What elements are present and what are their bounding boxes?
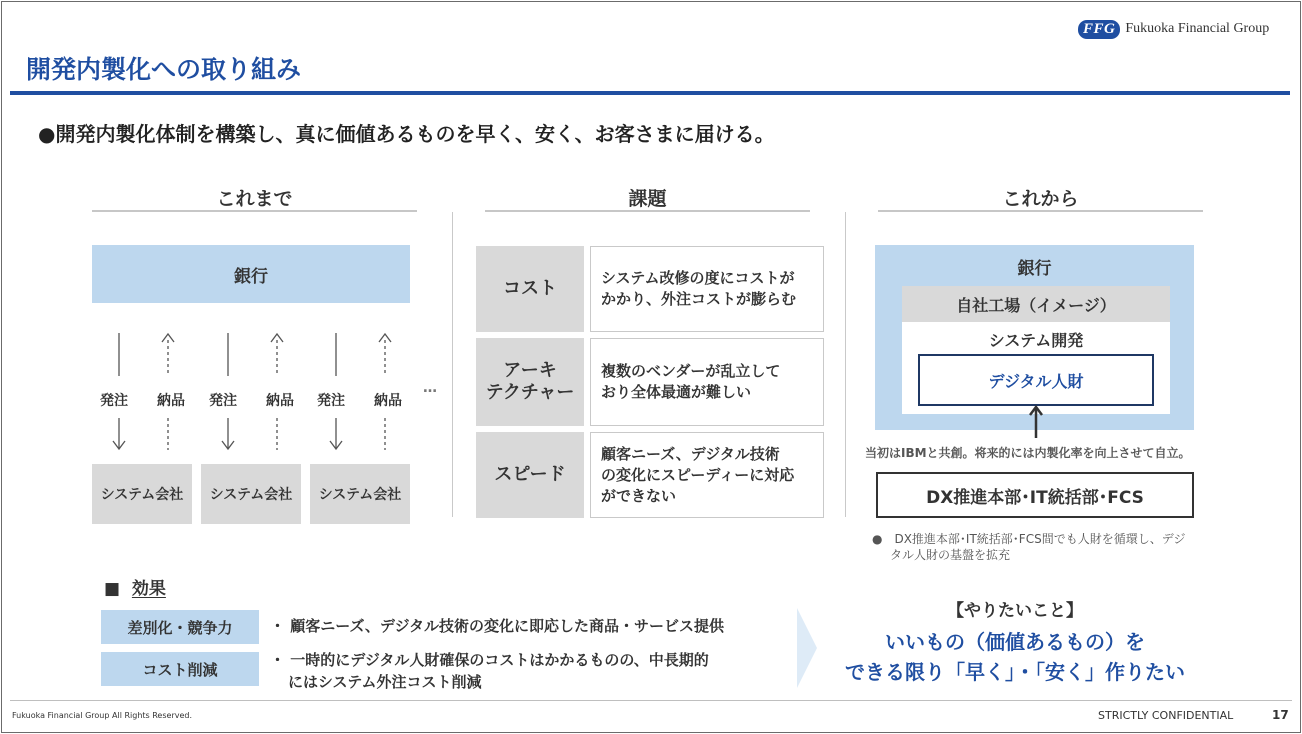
square-bullet-icon: ■ bbox=[104, 579, 121, 599]
effect-text-cost: ・ 一時的にデジタル人財確保のコストはかかるものの、中長期的 にはシステム外注コスト削減 bbox=[270, 651, 709, 691]
delivery-label: 納品 bbox=[266, 393, 294, 409]
effect-text-differentiation: ・ 顧客ニーズ、デジタル技術の変化に即応した商品・サービス提供 bbox=[270, 617, 725, 635]
goal-line-1: いいもの（価値あるもの）を bbox=[885, 630, 1145, 654]
past-heading-rule bbox=[92, 210, 417, 212]
ffg-logo-mark: FFG bbox=[1078, 20, 1120, 39]
page-number: 17 bbox=[1272, 708, 1289, 722]
up-arrow-icon bbox=[1028, 404, 1044, 440]
in-house-factory: 自社工場（イメージ） bbox=[902, 286, 1170, 322]
goal-line-2: できる限り「早く」・「安く」作りたい bbox=[845, 660, 1185, 684]
effect-tag-cost: コスト削減 bbox=[101, 652, 259, 686]
past-bank-box: 銀行 bbox=[92, 245, 410, 303]
issue-desc-speed: 顧客ニーズ、デジタル技術 の変化にスピーディーに対応 ができない bbox=[590, 432, 824, 518]
slide-title: 開発内製化への取り組み bbox=[26, 55, 302, 84]
company-logo bbox=[1078, 18, 1278, 40]
order-label: 発注 bbox=[209, 393, 237, 409]
talent-rotation-note: ● DX推進本部･IT統括部･FCS間でも人財を循環し、デジ タル人財の基盤を拡充 bbox=[872, 532, 1186, 563]
past-heading: これまで bbox=[216, 188, 293, 210]
issue-key-cost: コスト bbox=[476, 246, 584, 332]
more-ellipsis: … bbox=[423, 380, 437, 396]
dx-org-box: DX推進本部･IT統括部･FCS bbox=[876, 472, 1194, 518]
delivery-label: 納品 bbox=[374, 393, 402, 409]
delivery-label: 納品 bbox=[157, 393, 185, 409]
ibm-cocreation-note: 当初はIBMと共創。将来的には内製化率を向上させて自立。 bbox=[865, 446, 1191, 460]
vendor-box: システム会社 bbox=[310, 464, 410, 524]
future-heading: これから bbox=[1002, 188, 1079, 210]
goal-heading: 【やりたいこと】 bbox=[947, 601, 1083, 621]
order-label: 発注 bbox=[317, 393, 345, 409]
vendor-box: システム会社 bbox=[201, 464, 301, 524]
effect-tag-differentiation: 差別化・競争力 bbox=[101, 610, 259, 644]
issues-heading: 課題 bbox=[628, 188, 667, 210]
chevron-right-icon bbox=[797, 608, 819, 688]
future-bank-label: 銀行 bbox=[1017, 259, 1052, 279]
column-separator-1 bbox=[452, 212, 453, 517]
issues-heading-rule bbox=[485, 210, 810, 212]
footer-confidential: STRICTLY CONFIDENTIAL bbox=[1098, 709, 1234, 722]
issue-desc-cost: システム改修の度にコストが かかり、外注コストが膨らむ bbox=[590, 246, 824, 332]
digital-talent-box: デジタル人財 bbox=[918, 354, 1154, 406]
footer-copyright: Fukuoka Financial Group All Rights Reserved. bbox=[12, 711, 193, 720]
issue-key-speed: スピード bbox=[476, 432, 584, 518]
issue-desc-architecture: 複数のベンダーが乱立して おり全体最適が難しい bbox=[590, 338, 824, 426]
order-label: 発注 bbox=[100, 393, 128, 409]
future-heading-rule bbox=[878, 210, 1203, 212]
lead-statement: ●開発内製化体制を構築し、真に価値あるものを早く、安く、お客さまに届ける。 bbox=[38, 122, 775, 146]
effects-heading: ■ 効果 bbox=[104, 579, 166, 599]
issue-key-architecture: アーキ テクチャー bbox=[476, 338, 584, 426]
vendor-box: システム会社 bbox=[92, 464, 192, 524]
footer-rule bbox=[10, 700, 1292, 701]
system-development-label: システム開発 bbox=[988, 331, 1084, 350]
title-underline bbox=[10, 91, 1290, 95]
company-name: Fukuoka Financial Group bbox=[1125, 21, 1270, 36]
column-separator-2 bbox=[845, 212, 846, 517]
